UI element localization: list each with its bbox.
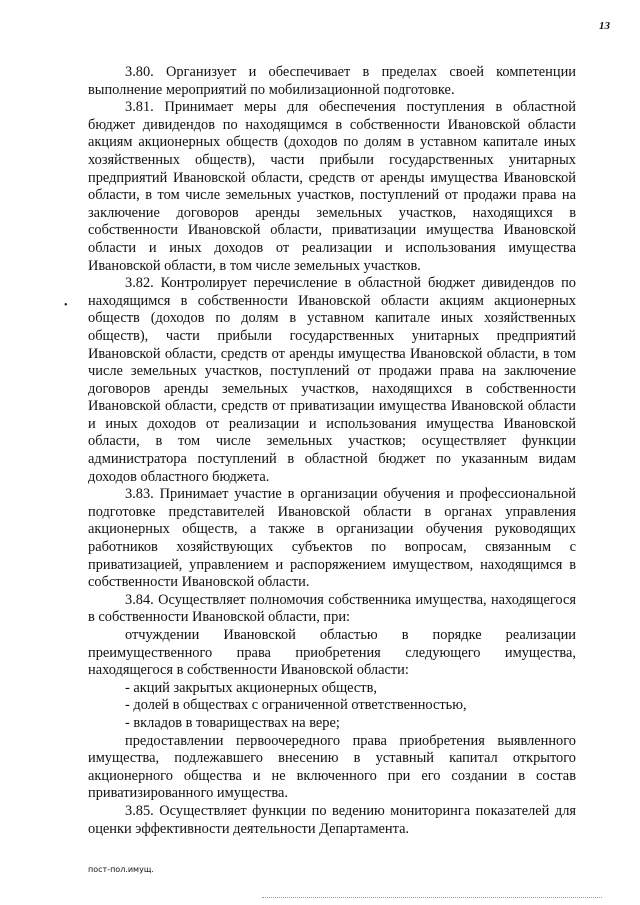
document-body xyxy=(88,64,576,838)
footer-file-note: пост-пол.имущ. xyxy=(88,865,154,874)
footer-dotted-line xyxy=(262,897,602,898)
paragraph-3-81: 3.81. Принимает меры для обеспечения поступления в областной бюджет дивидендов по находящимся в собственности Ивановской области акциям акционерных обществ (доходов по долям в уставном капитале иных хозяйственных обществ), части прибыли государственных унитарных предприятий Ивановской области, средств от аренды имущества Ивановской области, в том числе земельных участков, поступлений от продажи права на заключение договоров аренды земельных участков, находящихся в собственности Ивановской области, приватизации имущества Ивановской области и иных доходов от реализации и использования имущества Ивановской области, в том числе земельных участков. xyxy=(88,99,576,274)
paragraph-3-85: 3.85. Осуществляет функции по ведению мониторинга показателей для оценки эффективности деятельности Департамента. xyxy=(88,802,576,837)
paragraph-3-84: 3.84. Осуществляет полномочия собственника имущества, находящегося в собственности Ивановской области, при: xyxy=(88,591,576,626)
paragraph-predostavlenie: предоставлении первоочередного права приобретения выявленного имущества, подлежавшего внесению в уставный капитал открытого акционерного общества и не включенного при его создании в состав приватизированного имущества. xyxy=(88,732,576,802)
margin-mark: • xyxy=(64,300,68,311)
list-item: - акций закрытых акционерных обществ, xyxy=(125,679,377,696)
list-item: - долей в обществах с ограниченной ответственностью, xyxy=(125,697,467,714)
paragraph-3-82: 3.82. Контролирует перечисление в областной бюджет дивидендов по находящимся в собственности Ивановской области акциям акционерных обществ (доходов по долям в уставном капитале иных хозяйственных обществ), части прибыли государственных унитарных предприятий Ивановской области, средств от аренды имущества Ивановской области, в том числе земельных участков, поступлений от продажи права на заключение договоров аренды земельных участков, находящихся в собственности Ивановской области, средств от приватизации имущества Ивановской области и иных доходов от реализации и использования имущества Ивановской области, в том числе земельных участков; осуществляет функции администратора поступлений в областной бюджет по указанным видам доходов областного бюджета. xyxy=(88,275,576,485)
paragraph-otchuzhdenie: отчуждении Ивановской областью в порядке реализации преимущественного права приобретения следующего имущества, находящегося в собственности Ивановской области: xyxy=(88,627,576,679)
page-number: 13 xyxy=(599,20,610,32)
paragraph-3-83: 3.83. Принимает участие в организации обучения и профессиональной подготовке представителей Ивановской области в органах управления акционерных обществ, а также в организации обучения руководящих работников хозяйствующих субъектов по вопросам, связанным с приватизацией, управлением и распоряжением имуществом, находящимся в собственности Ивановской области. xyxy=(88,486,576,591)
paragraph-3-80: 3.80. Организует и обеспечивает в пределах своей компетенции выполнение мероприятий по мобилизационной подготовке. xyxy=(88,64,576,98)
list-item: - вкладов в товариществах на вере; xyxy=(125,714,340,731)
